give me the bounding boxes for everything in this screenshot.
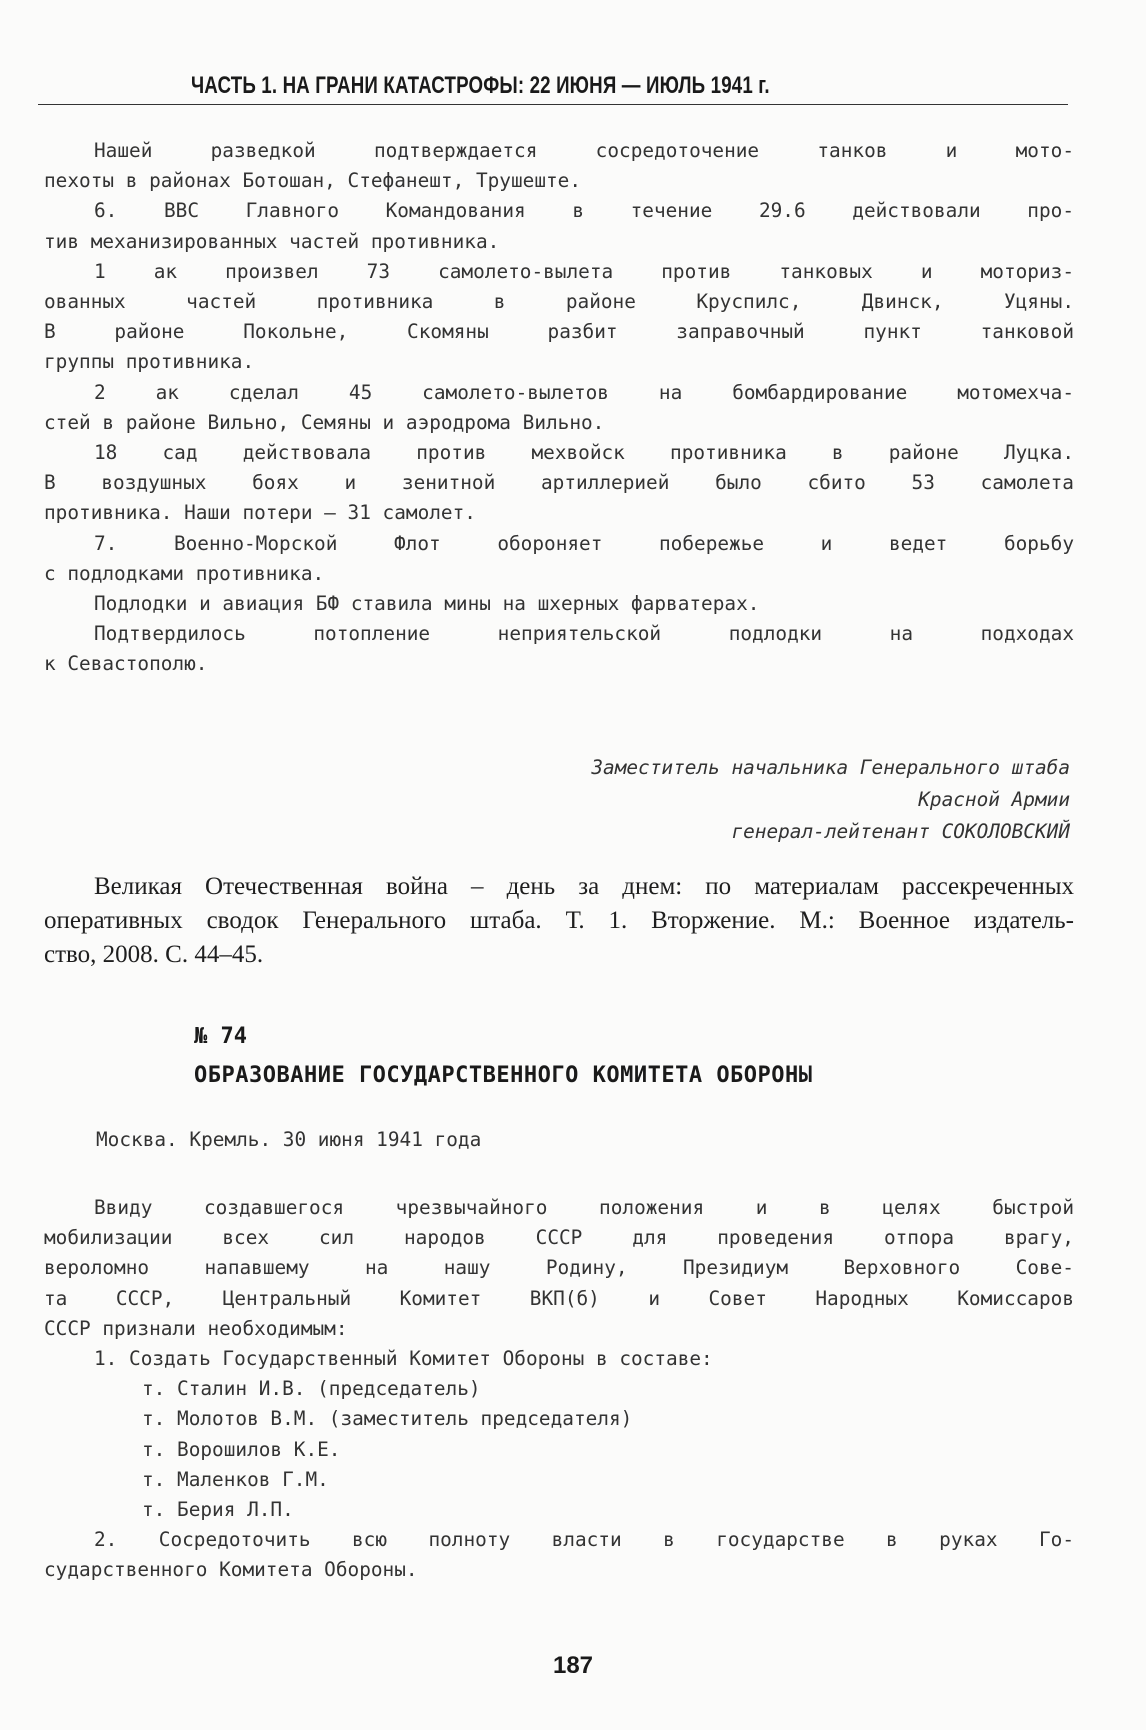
citation-line: Великая Отечественная война – день за днем: по материалам рассекреченных [94, 873, 1074, 900]
member-line: т. Сталин И.В. (председатель) [142, 1377, 481, 1401]
document-number: № 74 [194, 1024, 247, 1049]
report-text [44, 136, 1074, 680]
page-number: 187 [552, 1652, 594, 1679]
text-line: 1 ак произвел 73 самолето-вылета против танковых и моториз- [94, 259, 1074, 283]
citation-line: оперативных сводок Генерального штаба. Т. 1. Вторжение. М.: Военное издатель- [44, 907, 1074, 934]
text-line: Ввиду создавшегося чрезвычайного положения и в целях быстрой [94, 1196, 1074, 1219]
decree-text [44, 1193, 1074, 1586]
text-line: СССР признали необходимым: [44, 1316, 348, 1340]
member-line: т. Ворошилов К.Е. [142, 1437, 341, 1461]
text-line: группы противника. [44, 350, 255, 374]
text-line: стей в районе Вильно, Семяны и аэродрома Вильно. [44, 410, 605, 434]
header-title: ЧАСТЬ 1. НА ГРАНИ КАТАСТРОФЫ: 22 ИЮНЯ — ИЮЛЬ 1941 г. [191, 72, 770, 99]
text-line: противника. Наши потери – 31 самолет. [44, 501, 476, 525]
text-line: В районе Покольне, Скомяны разбит заправочный пункт танковой [44, 320, 1074, 344]
signature-line: Красной Армии [918, 788, 1070, 811]
text-line: вероломно напавшему на нашу Родину, Президиум Верховного Сове- [44, 1256, 1074, 1280]
citation-line: ство, 2008. С. 44–45. [44, 941, 264, 968]
text-line: 6. ВВС Главного Командования в течение 29.6 действовали про- [94, 199, 1074, 223]
text-line: 18 сад действовала против мехвойск противника в районе Луцка. [94, 441, 1074, 465]
text-line: та СССР, Центральный Комитет ВКП(б) и Совет Народных Комиссаров [44, 1286, 1074, 1310]
text-line: 7. Военно-Морской Флот обороняет побережье и ведет борьбу [94, 531, 1074, 555]
member-line: т. Молотов В.М. (заместитель председателя) [142, 1407, 633, 1431]
text-line: ованных частей противника в районе Круспилс, Двинск, Уцяны. [44, 290, 1074, 314]
text-line: Нашей разведкой подтверждается сосредоточение танков и мото- [94, 139, 1074, 162]
text-line: Подлодки и авиация БФ ставила мины на шхерных фарватерах. [94, 592, 760, 616]
member-line: т. Берия Л.П. [142, 1498, 294, 1522]
signature-line: Заместитель начальника Генерального штаба [591, 756, 1070, 779]
document-title: ОБРАЗОВАНИЕ ГОСУДАРСТВЕННОГО КОМИТЕТА ОБОРОНЫ [194, 1063, 813, 1088]
text-line: пехоты в районах Ботошан, Стефанешт, Трушеште. [44, 169, 582, 193]
member-line: т. Маленков Г.М. [142, 1467, 329, 1491]
text-line: тив механизированных частей противника. [44, 229, 500, 253]
text-line: 2 ак сделал 45 самолето-вылетов на бомбардирование мотомехча- [94, 380, 1074, 404]
place-date: Москва. Кремль. 30 июня 1941 года [96, 1128, 482, 1151]
signature-block [591, 752, 1070, 848]
running-header [38, 58, 1068, 105]
source-citation [44, 870, 1074, 972]
text-line: мобилизации всех сил народов СССР для проведения отпора врагу, [44, 1226, 1074, 1250]
text-line: с подлодками противника. [44, 561, 325, 585]
signature-line: генерал-лейтенант СОКОЛОВСКИЙ [731, 820, 1070, 843]
list-item: 1. Создать Государственный Комитет Обороны в составе: [94, 1347, 713, 1371]
text-line: В воздушных боях и зенитной артиллерией было сбито 53 самолета [44, 471, 1074, 495]
list-item: 2. Сосредоточить всю полноту власти в государстве в руках Го- [94, 1528, 1074, 1552]
text-line: сударственного Комитета Обороны. [44, 1558, 418, 1582]
text-line: к Севастополю. [44, 652, 208, 676]
text-line: Подтвердилось потопление неприятельской подлодки на подходах [94, 622, 1074, 646]
